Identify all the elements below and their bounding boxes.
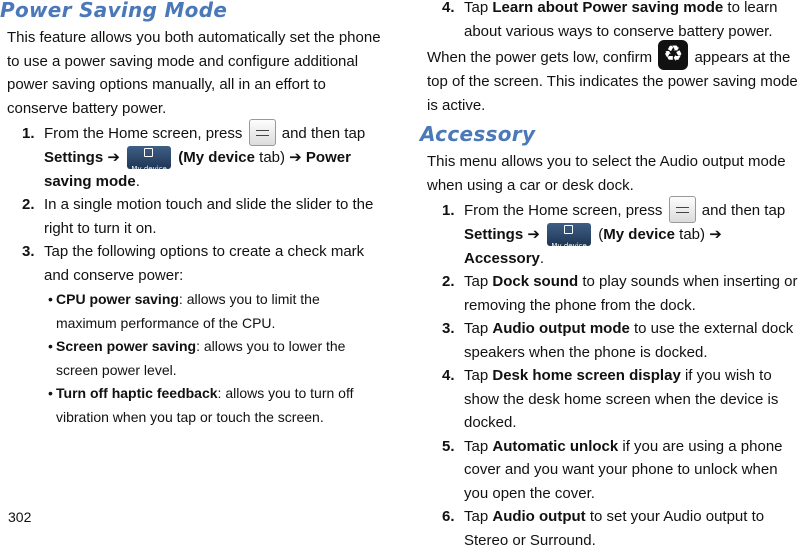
accessory-label: Accessory	[464, 249, 540, 267]
device-glyph-icon	[144, 148, 153, 157]
power-saving-step-3: 3. Tap the following options to create a check mark and conserve power:	[22, 243, 365, 284]
power-saving-mode-label: Power saving mode	[44, 149, 351, 190]
accessory-heading: Accessory	[420, 122, 536, 147]
device-glyph-icon	[564, 225, 573, 234]
power-saving-step-2: 2. In a single motion touch and slide the slider to the right to turn it on.	[22, 196, 374, 237]
accessory-intro: This menu allows you to select the Audio output mode when using a car or desk dock.	[427, 153, 786, 194]
bullet-cpu-power-saving: • CPU power saving: allows you to limit the maximum performance of the CPU.	[48, 291, 320, 331]
low-power-note: When the power gets low, confirm ♻ appears at the top of the screen. This indicates the power saving mode is active.	[427, 42, 798, 114]
accessory-step-1: 1. From the Home screen, press and then tap Settings ➔ My device (My device tab) ➔ Accessory.	[420, 199, 800, 270]
bullet-screen-power-saving: • Screen power saving: allows you to lower the screen power level.	[48, 338, 346, 378]
power-saving-heading: Power Saving Mode	[0, 0, 228, 22]
settings-label: Settings	[464, 226, 524, 244]
accessory-step-5: 5. Tap Automatic unlock if you are using a phone cover and you want your phone to unlock when you open the cover.	[442, 437, 783, 502]
settings-label: Settings	[44, 149, 104, 167]
accessory-step-6: 6. Tap Audio output to set your Audio output to Stereo or Surround.	[442, 508, 765, 549]
accessory-step-3: 3. Tap Audio output mode to use the external dock speakers when the phone is docked.	[442, 320, 794, 361]
my-device-tab-icon: My device	[547, 223, 591, 246]
right-column	[420, 0, 800, 552]
power-saving-step-4: 4. Tap Learn about Power saving mode to learn about various ways to conserve battery power.	[442, 0, 778, 40]
accessory-step-4: 4. Tap Desk home screen display if you wish to show the desk home screen when the device is docked.	[442, 367, 779, 432]
menu-key-icon	[249, 119, 276, 146]
power-saving-step-1: 1. From the Home screen, press and then tap Settings ➔ My device (My device tab) ➔ Power saving mode.	[0, 122, 384, 193]
menu-key-icon	[669, 196, 696, 223]
my-device-tab-icon: My device	[127, 146, 171, 169]
power-saving-recycle-icon: ♻	[658, 40, 688, 70]
power-saving-intro: This feature allows you both automatically set the phone to use a power saving mode and configure additional power saving options manually, all in an effort to conserve battery power.	[7, 29, 381, 117]
page-number: 302	[8, 509, 32, 525]
bullet-haptic-feedback: • Turn off haptic feedback: allows you to turn off vibration when you tap or touch the screen.	[48, 385, 354, 425]
left-column	[0, 0, 384, 429]
accessory-step-2: 2. Tap Dock sound to play sounds when inserting or removing the phone from the dock.	[442, 273, 798, 314]
